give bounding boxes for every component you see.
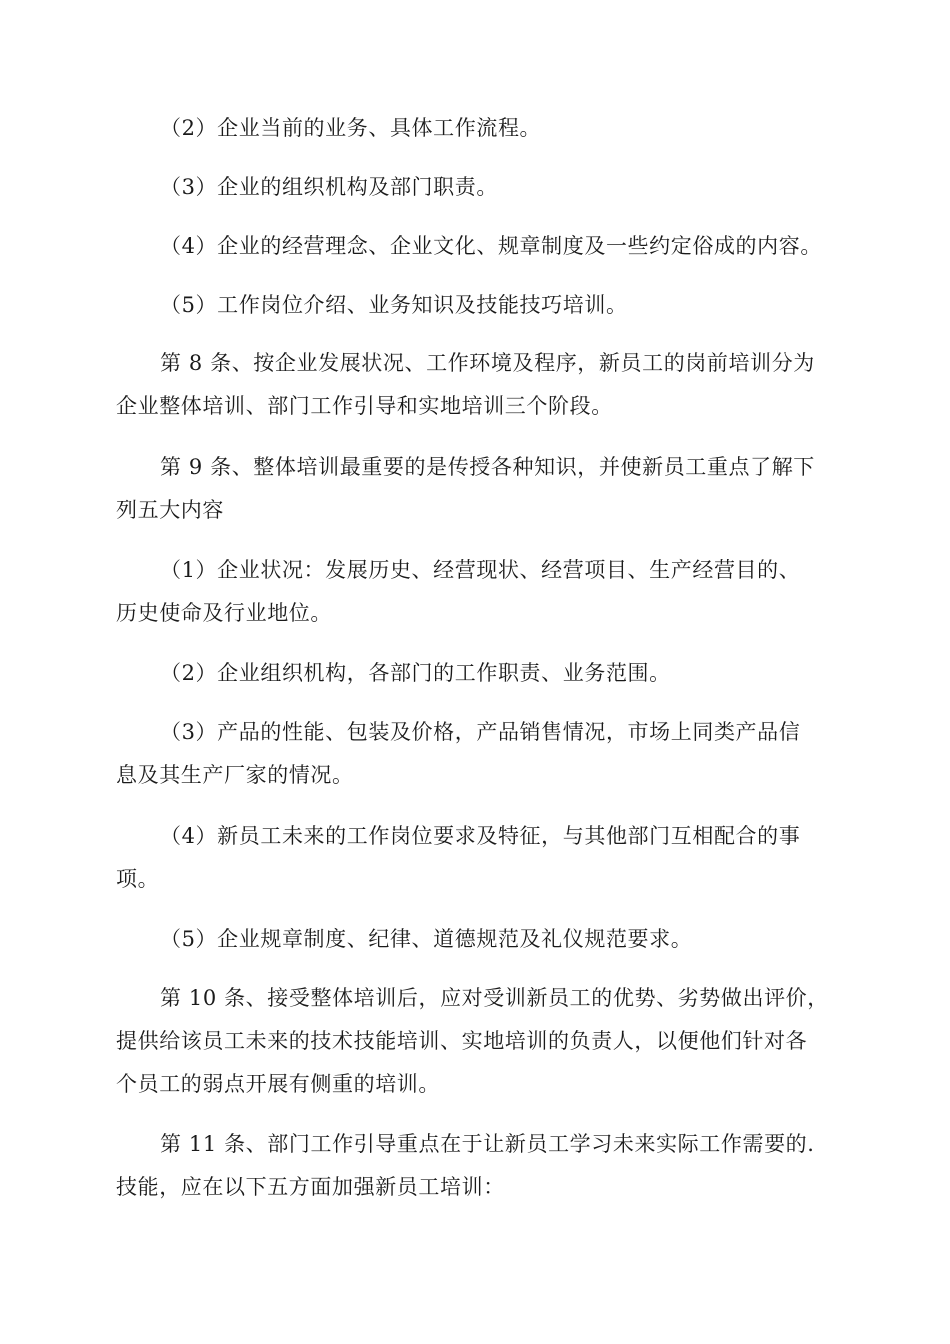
article-10-paragraph (116, 977, 856, 1106)
paragraph-line: 列五大内容 (116, 498, 224, 522)
article-11-paragraph (116, 1123, 856, 1209)
paragraph-line: 第 10 条、接受整体培训后，应对受训新员工的优势、劣势做出评价， (160, 986, 829, 1010)
list-item (116, 652, 856, 695)
list-item (116, 107, 856, 150)
list-item (116, 815, 856, 901)
list-item (116, 918, 856, 961)
paragraph-line: 技能，应在以下五方面加强新员工培训： (116, 1175, 505, 1199)
paragraph-line: 第 9 条、整体培训最重要的是传授各种知识，并使新员工重点了解下 (160, 455, 815, 479)
paragraph-line: （2）企业当前的业务、具体工作流程。 (160, 116, 542, 140)
list-item (116, 549, 856, 635)
paragraph-line: （2）企业组织机构，各部门的工作职责、业务范围。 (160, 661, 671, 685)
paragraph-line: 提供给该员工未来的技术技能培训、实地培训的负责人，以便他们针对各 (116, 1029, 808, 1053)
list-item (116, 166, 856, 209)
article-8-paragraph (116, 342, 856, 428)
paragraph-line: （3）企业的组织机构及部门职责。 (160, 175, 498, 199)
paragraph-line: （5）工作岗位介绍、业务知识及技能技巧培训。 (160, 293, 628, 317)
paragraph-line: 历史使命及行业地位。 (116, 601, 332, 625)
paragraph-line: （3）产品的性能、包装及价格，产品销售情况，市场上同类产品信 (160, 720, 801, 744)
list-item (116, 284, 856, 327)
list-item (116, 225, 856, 268)
paragraph-line: （4）新员工未来的工作岗位要求及特征，与其他部门互相配合的事 (160, 824, 801, 848)
paragraph-line: 企业整体培训、部门工作引导和实地培训三个阶段。 (116, 394, 613, 418)
paragraph-line: 项。 (116, 867, 160, 891)
paragraph-line: 息及其生产厂家的情况。 (116, 763, 354, 787)
paragraph-line: （5）企业规章制度、纪律、道德规范及礼仪规范要求。 (160, 927, 693, 951)
list-item (116, 711, 856, 797)
paragraph-line: 第 8 条、按企业发展状况、工作环境及程序，新员工的岗前培训分为 (160, 351, 815, 375)
article-9-paragraph (116, 446, 856, 532)
paragraph-line: （1）企业状况：发展历史、经营现状、经营项目、生产经营目的、 (160, 558, 801, 582)
paragraph-line: 个员工的弱点开展有侧重的培训。 (116, 1072, 440, 1096)
paragraph-line: （4）企业的经营理念、企业文化、规章制度及一些约定俗成的内容。 (160, 234, 822, 258)
paragraph-line: 第 11 条、部门工作引导重点在于让新员工学习未来实际工作需要的. (160, 1132, 815, 1156)
